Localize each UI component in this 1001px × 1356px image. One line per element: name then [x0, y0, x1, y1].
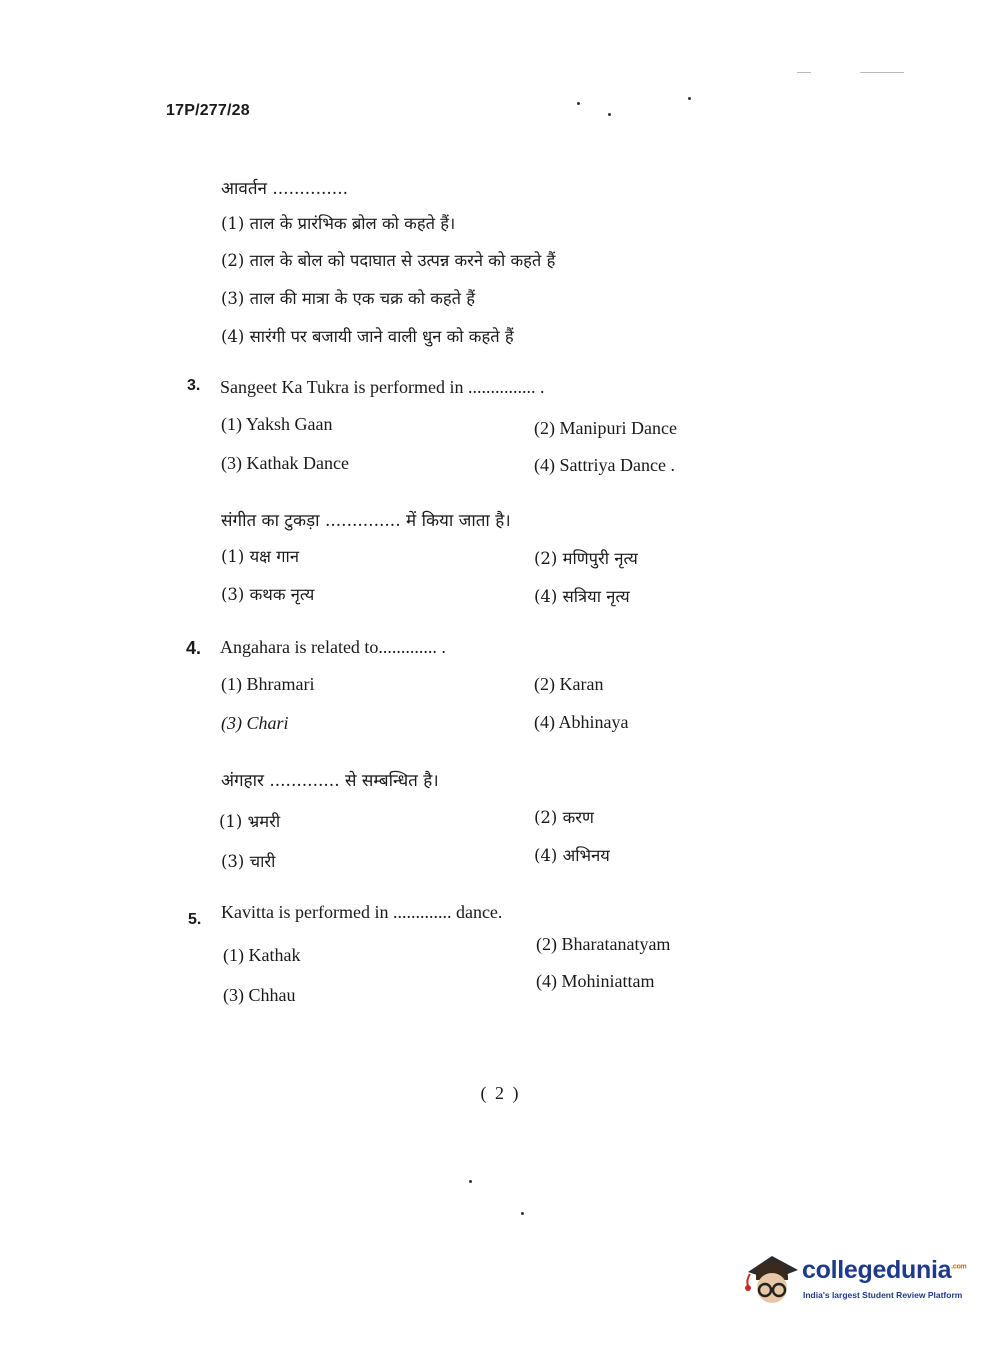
q4-option-3: (3) Chari: [221, 713, 289, 733]
scan-mark: [860, 72, 904, 73]
page-number: ( 2 ): [480, 1083, 521, 1103]
q4-question: Angahara is related to............. .: [220, 637, 446, 657]
q4-option-2: (2) Karan: [534, 674, 604, 694]
q3-hindi-option-1: (1) यक्ष गान: [221, 547, 299, 566]
q4-hindi-option-2: (2) करण: [534, 808, 594, 827]
q4-hindi-stem: अंगहार ............. से सम्बन्धित है।: [221, 771, 439, 791]
q2-hindi-option-4: (4) सारंगी पर बजायी जाने वाली धुन को कहते हैं: [221, 327, 514, 346]
q4-hindi-option-1: (1) भ्रमरी: [219, 812, 281, 831]
scan-speck: [577, 102, 580, 105]
q3-option-2: (2) Manipuri Dance: [534, 418, 677, 438]
scan-speck: [688, 97, 691, 100]
q3-hindi-option-4: (4) सत्रिया नृत्य: [534, 587, 630, 606]
q3-hindi-stem: संगीत का टुकड़ा .............. में किया जाता है।: [221, 511, 511, 531]
q2-hindi-option-1: (1) ताल के प्रारंभिक ब्रोल को कहते हैं।: [221, 214, 456, 233]
q4-option-4: (4) Abhinaya: [534, 712, 629, 732]
q5-option-4: (4) Mohiniattam: [536, 971, 655, 991]
mascot-icon: [742, 1250, 800, 1308]
q3-option-1: (1) Yaksh Gaan: [221, 414, 333, 434]
paper-code: 17P/277/28: [166, 102, 250, 119]
collegedunia-logo: [742, 1250, 972, 1312]
q3-option-4: (4) Sattriya Dance .: [534, 455, 675, 475]
q2-hindi-option-2: (2) ताल के बोल को पदाघात से उत्पन्न करने को कहते हैं: [221, 251, 556, 270]
q2-hindi-option-3: (3) ताल की मात्रा के एक चक्र को कहते हैं: [221, 289, 476, 308]
q5-option-3: (3) Chhau: [223, 985, 296, 1005]
logo-tagline: India's largest Student Review Platform: [803, 1290, 963, 1300]
q3-option-3: (3) Kathak Dance: [221, 453, 349, 473]
q4-number: 4.: [186, 638, 202, 658]
scan-mark: [797, 72, 811, 73]
q5-number: 5.: [188, 911, 202, 928]
q3-number: 3.: [187, 377, 201, 394]
q3-hindi-option-3: (3) कथक नृत्य: [221, 585, 315, 604]
q5-question: Kavitta is performed in ............. dance.: [221, 902, 503, 922]
scan-speck: [521, 1212, 524, 1215]
q5-option-2: (2) Bharatanatyam: [536, 934, 671, 954]
q3-hindi-option-2: (2) मणिपुरी नृत्य: [534, 549, 638, 568]
q2-hindi-stem: आवर्तन ..............: [221, 179, 349, 199]
q5-option-1: (1) Kathak: [223, 945, 301, 965]
q4-option-1: (1) Bhramari: [221, 674, 315, 694]
logo-wordmark: collegedunia$^{.com}$: [802, 1256, 967, 1284]
q4-hindi-option-3: (3) चारी: [221, 852, 276, 871]
q3-question: Sangeet Ka Tukra is performed in ............... .: [220, 377, 545, 397]
q4-hindi-option-4: (4) अभिनय: [534, 846, 610, 865]
scan-speck: [608, 113, 611, 116]
scan-speck: [469, 1180, 472, 1183]
